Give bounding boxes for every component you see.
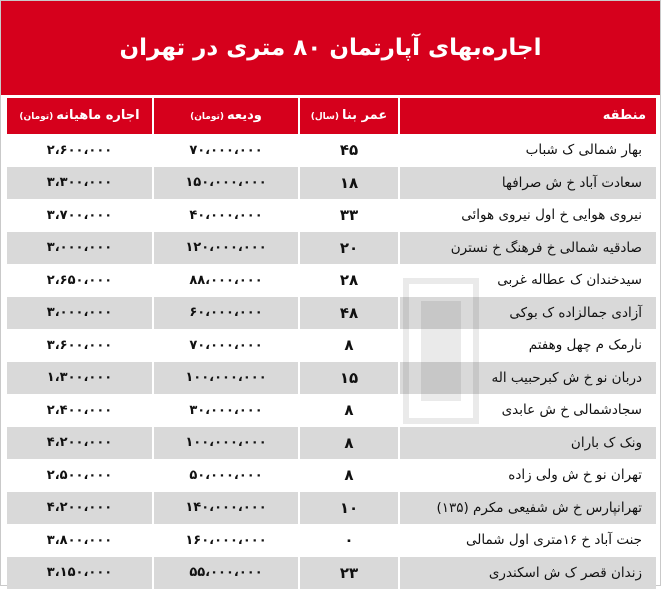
title-bar <box>1 1 660 95</box>
cell-age: ۲۰ <box>299 232 399 265</box>
cell-deposit: ۱۴۰،۰۰۰،۰۰۰ <box>153 492 299 525</box>
cell-deposit: ۱۲۰،۰۰۰،۰۰۰ <box>153 232 299 265</box>
cell-region: تهرانپارس خ ش شفیعی مکرم (۱۳۵) <box>399 492 656 525</box>
table-row <box>7 297 656 330</box>
page-title: اجاره‌بهای آپارتمان ۸۰ متری در تهران <box>119 35 542 61</box>
cell-age: ۸ <box>299 329 399 362</box>
cell-rent: ۴،۲۰۰،۰۰۰ <box>7 492 153 525</box>
cell-rent: ۳،۸۰۰،۰۰۰ <box>7 524 153 557</box>
cell-rent: ۳،۱۵۰،۰۰۰ <box>7 557 153 590</box>
cell-deposit: ۱۰۰،۰۰۰،۰۰۰ <box>153 362 299 395</box>
cell-deposit: ۶۰،۰۰۰،۰۰۰ <box>153 297 299 330</box>
table-row <box>7 492 656 525</box>
header-deposit: ودیعه(تومان) <box>153 98 299 134</box>
cell-age: ۴۸ <box>299 297 399 330</box>
cell-rent: ۲،۶۰۰،۰۰۰ <box>7 134 153 167</box>
cell-rent: ۲،۴۰۰،۰۰۰ <box>7 394 153 427</box>
cell-rent: ۳،۷۰۰،۰۰۰ <box>7 199 153 232</box>
cell-region: جنت آباد خ ۱۶متری اول شمالی <box>399 524 656 557</box>
cell-region: زندان قصر ک ش اسکندری <box>399 557 656 590</box>
table-row <box>7 264 656 297</box>
cell-rent: ۲،۶۵۰،۰۰۰ <box>7 264 153 297</box>
table-row <box>7 199 656 232</box>
cell-region: بهار شمالی ک شباب <box>399 134 656 167</box>
rent-table <box>7 98 656 590</box>
cell-region: سعادت آباد خ ش صرافها <box>399 167 656 200</box>
cell-region: نیروی هوایی خ اول نیروی هوائی <box>399 199 656 232</box>
table-row <box>7 524 656 557</box>
cell-rent: ۲،۵۰۰،۰۰۰ <box>7 459 153 492</box>
header-age: عمر بنا(سال) <box>299 98 399 134</box>
table-row <box>7 167 656 200</box>
table-row <box>7 232 656 265</box>
cell-region: تهران نو خ ش ولی زاده <box>399 459 656 492</box>
table-row <box>7 459 656 492</box>
cell-deposit: ۴۰،۰۰۰،۰۰۰ <box>153 199 299 232</box>
cell-age: ۸ <box>299 459 399 492</box>
cell-age: ۲۳ <box>299 557 399 590</box>
cell-age: ۱۰ <box>299 492 399 525</box>
cell-age: ۳۳ <box>299 199 399 232</box>
cell-deposit: ۳۰،۰۰۰،۰۰۰ <box>153 394 299 427</box>
cell-rent: ۳،۳۰۰،۰۰۰ <box>7 167 153 200</box>
header-age-unit: (سال) <box>310 112 339 123</box>
cell-rent: ۳،۶۰۰،۰۰۰ <box>7 329 153 362</box>
table-row <box>7 134 656 167</box>
table-row <box>7 557 656 590</box>
cell-region: صادقیه شمالی خ فرهنگ خ نسترن <box>399 232 656 265</box>
cell-age: ۸ <box>299 427 399 460</box>
cell-deposit: ۵۰،۰۰۰،۰۰۰ <box>153 459 299 492</box>
header-region: منطقه <box>399 98 656 134</box>
cell-age: ۸ <box>299 394 399 427</box>
cell-rent: ۱،۳۰۰،۰۰۰ <box>7 362 153 395</box>
cell-region: آزادی جمالزاده ک بوکی <box>399 297 656 330</box>
cell-region: ونک ک باران <box>399 427 656 460</box>
table-row <box>7 329 656 362</box>
cell-age: ۲۸ <box>299 264 399 297</box>
cell-age: ۴۵ <box>299 134 399 167</box>
cell-rent: ۴،۲۰۰،۰۰۰ <box>7 427 153 460</box>
cell-deposit: ۸۸،۰۰۰،۰۰۰ <box>153 264 299 297</box>
cell-region: نارمک م چهل وهفتم <box>399 329 656 362</box>
cell-deposit: ۷۰،۰۰۰،۰۰۰ <box>153 329 299 362</box>
cell-rent: ۳،۰۰۰،۰۰۰ <box>7 232 153 265</box>
table-row <box>7 427 656 460</box>
cell-age: ۱۵ <box>299 362 399 395</box>
cell-rent: ۳،۰۰۰،۰۰۰ <box>7 297 153 330</box>
cell-region: سجادشمالی خ ش عابدی <box>399 394 656 427</box>
cell-deposit: ۷۰،۰۰۰،۰۰۰ <box>153 134 299 167</box>
cell-deposit: ۱۰۰،۰۰۰،۰۰۰ <box>153 427 299 460</box>
cell-age: ۱۸ <box>299 167 399 200</box>
cell-deposit: ۱۶۰،۰۰۰،۰۰۰ <box>153 524 299 557</box>
cell-age: ۰ <box>299 524 399 557</box>
cell-deposit: ۱۵۰،۰۰۰،۰۰۰ <box>153 167 299 200</box>
table-row <box>7 362 656 395</box>
cell-region: دربان نو خ ش کبرحبیب اله <box>399 362 656 395</box>
header-rent-unit: (تومان) <box>19 112 54 123</box>
header-deposit-unit: (تومان) <box>190 112 225 123</box>
header-rent: اجاره ماهیانه(تومان) <box>7 98 153 134</box>
cell-region: سیدخندان ک عطاله غربی <box>399 264 656 297</box>
cell-deposit: ۵۵،۰۰۰،۰۰۰ <box>153 557 299 590</box>
table-row <box>7 394 656 427</box>
table-header-row <box>7 98 656 134</box>
